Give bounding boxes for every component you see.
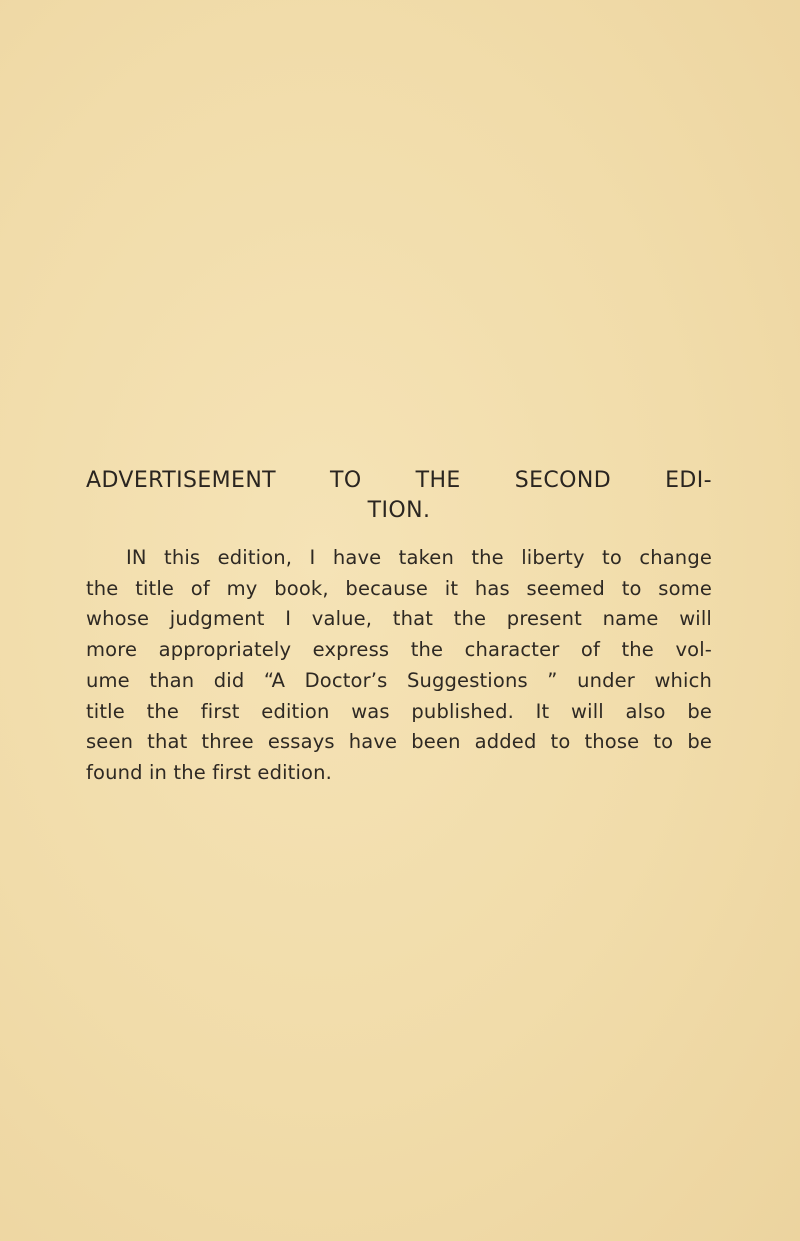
paragraph-line: the title of my book, because it has seemed to some xyxy=(86,576,712,600)
paragraph-line: found in the first edition. xyxy=(86,760,332,784)
paragraph-line: ume than did “A Doctor’s Suggestions ” under which xyxy=(86,668,712,692)
paragraph-line: IN this edition, I have taken the liberty to change xyxy=(126,546,712,569)
paragraph-line: whose judgment I value, that the present name will xyxy=(86,607,712,631)
heading-line-1: ADVERTISEMENT TO THE SECOND EDI- xyxy=(86,468,712,493)
section-heading xyxy=(86,466,712,526)
paragraph-line: more appropriately express the character of the vol- xyxy=(86,638,712,662)
body-paragraph xyxy=(86,543,712,789)
paragraph-line: title the first edition was published. It will also be xyxy=(86,699,712,723)
paragraph-line: seen that three essays have been added to those to be xyxy=(86,730,712,754)
heading-line-2: TION. xyxy=(367,498,431,523)
